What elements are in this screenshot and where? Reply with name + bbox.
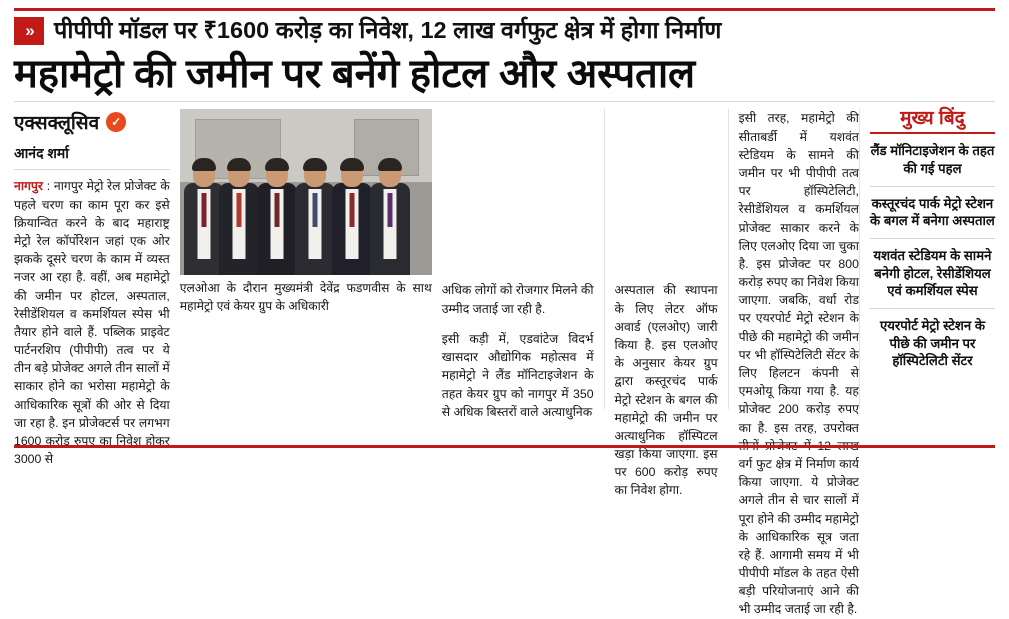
column-text-1 [441,109,605,419]
key-point-item: कस्तूरचंद पार्क मेट्रो स्टेशन के बगल में बनेगा अस्पताल [870,195,995,229]
article-body [14,108,995,617]
paragraph: इसी तरह, महामेट्रो की सीताबर्डी में यशवंत स्टेडियम के सामने की जमीन पर भी पीपीपी तत्व पर हॉस्पिटेलिटी, रेसीडेंशियल व कमर्शियल प्रोजेक्ट साकार करने के लिए एलओए दिया जा चुका है. इस प्रोजेक्ट पर 800 करोड़ रुपए का निवेश किया जाएगा. जबकि, वर्धा रोड पर एयरपोर्ट मेट्रो स्टेशन के पीछे की महामेट्रो की जमीन पर भी हॉस्पिटेलिटी सेंटर के लिए हिलटन कंपनी से एमओयू किया गया है. यह प्रोजेक्ट 200 करोड़ रुपए का है. इस तरह, उपरोक्त तीनों प्रोजेक्ट में 12 लाख वर्ग फुट क्षेत्र में निर्माण कार्य किया जाएगा. ये प्रोजेक्ट अगले तीन से चार सालों में पूरा होने की उम्मीद महामेट्रो के आधिकारिक सूत्र जता रहे हैं. आगामी समय में भी पीपीपी मॉडल के तहत ऐसी बड़ी परियोजनाएं आने की भी उम्मीद जताई जा रही है. [738,111,859,617]
exclusive-label: एक्सक्लूसिव [14,113,100,135]
paragraph: अधिक लोगों को रोजगार मिलने की उम्मीद जताई जा रही है. [441,283,594,316]
column-photo [180,109,442,409]
exclusive-badge [14,109,170,135]
key-point-item: एयरपोर्ट मेट्रो स्टेशन के पीछे की जमीन पर हॉस्पिटेलिटी सेंटर [879,318,985,369]
dateline: नागपुर [14,179,43,194]
kicker-bar [14,8,995,45]
group-photo-officials [180,109,432,275]
byline-divider [14,169,170,170]
paragraph: इसी कड़ी में, एडवांटेज विदर्भ खासदार औद्योगिक महोत्सव में महामेट्रो ने लैंड मॉनिटाइजेशन के तहत केयर ग्रुप को नागपुर में 350 से अधिक बिस्तरों वाले अत्याधुनिक [441,332,594,419]
bottom-divider [14,445,995,448]
key-point-item: यशवंत स्टेडियम के सामने बनेगी होटल, रेसीडेंशियल एवं कमर्शियल स्पेस [873,248,992,299]
headline-divider [14,101,995,102]
paragraph: अस्पताल की स्थापना के लिए लेटर ऑफ अवार्ड (एलओए) जारी किया है. इस एलओए के अनुसार केयर ग्रुप द्वारा कस्तूरचंद पार्क मेट्रो स्टेशन के बगल की महामेट्रो की जमीन पर अत्याधुनिक हॉस्पिटल खड़ा किया जाएगा. इस पर 600 करोड़ रुपए का निवेश होगा. [614,283,718,498]
column-text-2 [605,109,729,498]
key-points-title: मुख्य बिंदु [900,108,965,130]
column-left [14,109,180,467]
kicker-text: पीपीपी मॉडल पर ₹1600 करोड़ का निवेश, 12 लाख वर्गफुट क्षेत्र में होगा निर्माण [54,17,722,44]
page-title: महामेट्रो की जमीन पर बनेंगे होटल और अस्पताल [14,52,695,96]
lead-text: : नागपुर मेट्रो रेल प्रोजेक्ट के पहले चरण का काम पूरा कर इसे क्रियान्वित करने के बाद महाराष्ट्र मेट्रो रेल कॉर्पोरेशन जहां एक ओर झकके दूसरे चरण के काम में व्यस्त नजर आ रहा है. वहीं, अब महामेट्रो की जमीन पर होटल, अस्पताल, रेसीडेंशियल व कमर्शियल स्पेस भी तैयार होने वाले हैं. पब्लिक प्राइवेट पार्टनरशिप (पीपीपी) तत्व पर ये तीन बड़े प्रोजेक्ट अगले तीन सालों में साकार होने का भरोसा महामेट्रो के आधिकारिक सूत्रों की ओर से दिया जा रहा है. इन प्रोजेक्टर्स पर लगभग 1600 करोड़ रुपए का निवेश होकर 3000 से [14,179,170,467]
key-point-item: लैंड मॉनिटाइजेशन के तहत की गई पहल [870,143,995,176]
lead-paragraph [14,177,170,468]
key-points-box [859,109,995,409]
column-text-3 [729,109,859,617]
photo-caption: एलओआ के दौरान मुख्यमंत्री देवेंद्र फडणवीस के साथ महामेट्रो एवं केयर ग्रुप के अधिकारी [179,281,432,313]
byline: आनंद शर्मा [14,145,69,162]
double-chevron-right-icon: » [14,17,44,45]
check-badge-icon: ✓ [106,112,126,132]
